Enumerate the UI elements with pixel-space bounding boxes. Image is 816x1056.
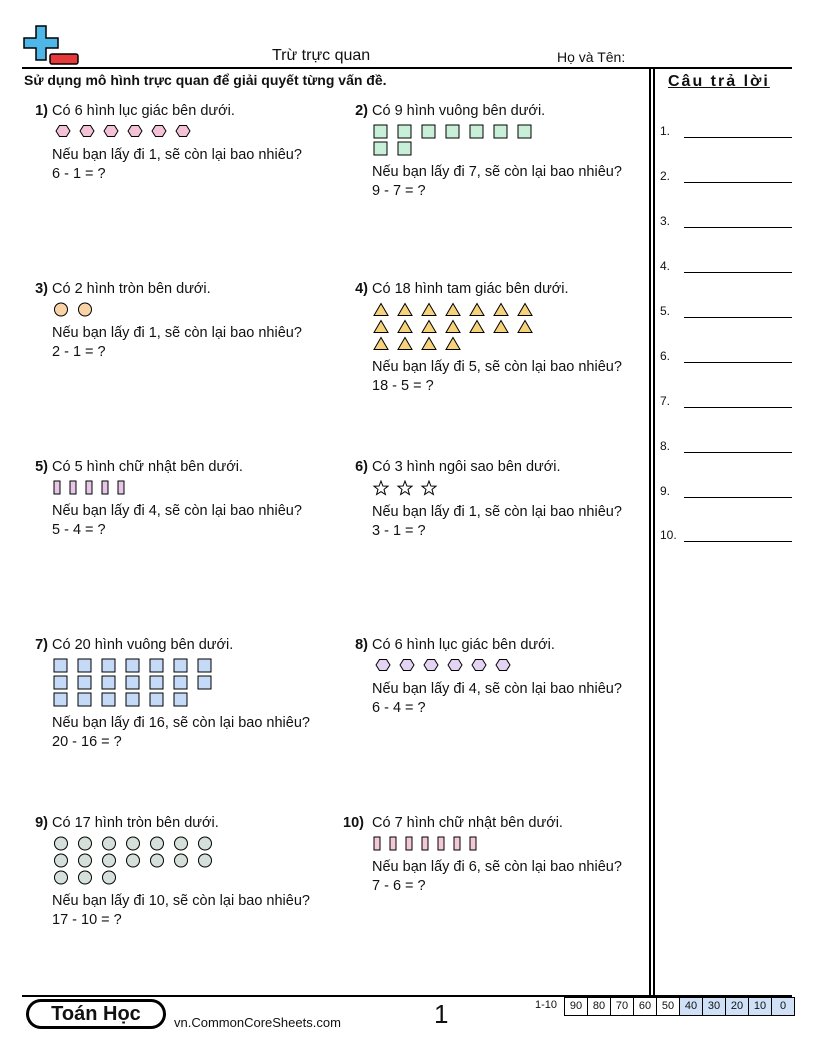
problem-equation: 7 - 6 = ?: [372, 878, 426, 894]
problem-question: Nếu bạn lấy đi 6, sẽ còn lại bao nhiêu?: [372, 859, 622, 875]
circle-shape: [124, 853, 145, 868]
square-shape: [100, 658, 121, 673]
problem-prompt: Có 7 hình chữ nhật bên dưới.: [372, 815, 563, 831]
circle-shape: [148, 853, 169, 868]
rectangle-shape: [372, 836, 385, 851]
problem-number: 7): [35, 637, 48, 653]
triangle-shape: [420, 302, 441, 317]
answer-number: 3.: [660, 214, 671, 228]
page-title: Trừ trực quan: [272, 47, 371, 64]
rectangle-shape: [404, 836, 417, 851]
triangle-shape: [492, 319, 513, 334]
score-cell: 50: [656, 997, 680, 1016]
answer-number: 10.: [660, 528, 677, 542]
plus-minus-icon: [22, 25, 80, 67]
rectangle-shape: [100, 480, 113, 495]
square-shape: [52, 675, 73, 690]
problem-number: 10): [343, 815, 364, 831]
rectangle-shape: [52, 480, 65, 495]
star-shape: [396, 480, 417, 496]
circle-shape: [76, 870, 97, 885]
name-label: Họ và Tên:: [557, 49, 626, 65]
circle-shape: [52, 853, 73, 868]
circle-shape: [76, 853, 97, 868]
square-shape: [76, 658, 97, 673]
triangle-shape: [420, 319, 441, 334]
problem-equation: 20 - 16 = ?: [52, 734, 122, 750]
rectangle-shape: [388, 836, 401, 851]
star-shape: [372, 480, 393, 496]
circle-shape: [196, 836, 217, 851]
hexagon-shape: [492, 658, 513, 673]
square-shape: [76, 692, 97, 707]
triangle-shape: [492, 302, 513, 317]
square-shape: [172, 675, 193, 690]
problem-prompt: Có 17 hình tròn bên dưới.: [52, 815, 219, 831]
square-shape: [148, 692, 169, 707]
score-cell: 70: [610, 997, 634, 1016]
answer-number: 6.: [660, 349, 671, 363]
triangle-shape: [444, 336, 465, 351]
shape-group: [372, 479, 557, 497]
triangle-shape: [468, 302, 489, 317]
problem-equation: 2 - 1 = ?: [52, 344, 106, 360]
problem-question: Nếu bạn lấy đi 1, sẽ còn lại bao nhiêu?: [52, 325, 302, 341]
square-shape: [124, 692, 145, 707]
answer-blank[interactable]: [684, 497, 792, 498]
square-shape: [52, 658, 73, 673]
score-cell: 80: [587, 997, 611, 1016]
rectangle-shape: [468, 836, 481, 851]
problem-question: Nếu bạn lấy đi 4, sẽ còn lại bao nhiêu?: [372, 681, 622, 697]
triangle-shape: [396, 336, 417, 351]
answer-blank[interactable]: [684, 452, 792, 453]
square-shape: [372, 124, 393, 139]
answer-blank[interactable]: [684, 182, 792, 183]
answer-blank[interactable]: [684, 137, 792, 138]
problem-question: Nếu bạn lấy đi 1, sẽ còn lại bao nhiêu?: [52, 147, 302, 163]
rectangle-shape: [116, 480, 129, 495]
triangle-shape: [396, 319, 417, 334]
answer-blank[interactable]: [684, 362, 792, 363]
triangle-shape: [468, 319, 489, 334]
hexagon-shape: [124, 124, 145, 139]
circle-shape: [100, 836, 121, 851]
square-shape: [492, 124, 513, 139]
rectangle-shape: [84, 480, 97, 495]
triangle-shape: [444, 319, 465, 334]
score-cell: 30: [702, 997, 726, 1016]
answer-number: 1.: [660, 124, 671, 138]
circle-shape: [52, 870, 73, 885]
problem-question: Nếu bạn lấy đi 10, sẽ còn lại bao nhiêu?: [52, 893, 310, 909]
problem-prompt: Có 6 hình lục giác bên dưới.: [372, 637, 555, 653]
square-shape: [172, 692, 193, 707]
triangle-shape: [396, 302, 417, 317]
problem-number: 4): [355, 281, 368, 297]
square-shape: [76, 675, 97, 690]
shape-group: [372, 301, 557, 352]
problem-equation: 5 - 4 = ?: [52, 522, 106, 538]
triangle-shape: [516, 319, 537, 334]
triangle-shape: [372, 302, 393, 317]
problem-prompt: Có 6 hình lục giác bên dưới.: [52, 103, 235, 119]
problem-equation: 6 - 1 = ?: [52, 166, 106, 182]
hexagon-shape: [396, 658, 417, 673]
circle-shape: [52, 836, 73, 851]
hexagon-shape: [444, 658, 465, 673]
shape-group: [372, 835, 502, 852]
answer-number: 5.: [660, 304, 671, 318]
answer-blank[interactable]: [684, 227, 792, 228]
answer-blank[interactable]: [684, 272, 792, 273]
answer-key-title: Câu trả lời: [668, 73, 770, 90]
problem-question: Nếu bạn lấy đi 7, sẽ còn lại bao nhiêu?: [372, 164, 622, 180]
square-shape: [468, 124, 489, 139]
star-shape: [420, 480, 441, 496]
score-cell: 90: [564, 997, 588, 1016]
square-shape: [196, 658, 217, 673]
problem-equation: 6 - 4 = ?: [372, 700, 426, 716]
shape-group: [52, 479, 182, 496]
problem-number: 9): [35, 815, 48, 831]
problem-equation: 9 - 7 = ?: [372, 183, 426, 199]
answer-column-divider: [653, 67, 655, 996]
square-shape: [100, 675, 121, 690]
square-shape: [396, 141, 417, 156]
answer-number: 8.: [660, 439, 671, 453]
square-shape: [196, 675, 217, 690]
hexagon-shape: [52, 124, 73, 139]
answer-number: 4.: [660, 259, 671, 273]
problem-prompt: Có 5 hình chữ nhật bên dưới.: [52, 459, 243, 475]
brand-logo: [26, 999, 166, 1029]
score-cell: 40: [679, 997, 703, 1016]
problem-prompt: Có 18 hình tam giác bên dưới.: [372, 281, 569, 297]
answer-blank[interactable]: [684, 407, 792, 408]
score-cell: 10: [748, 997, 772, 1016]
shape-group: [52, 301, 237, 318]
answer-blank[interactable]: [684, 317, 792, 318]
square-shape: [420, 124, 441, 139]
hexagon-shape: [148, 124, 169, 139]
problem-number: 2): [355, 103, 368, 119]
shape-group: [52, 835, 237, 886]
square-shape: [124, 658, 145, 673]
hexagon-shape: [468, 658, 489, 673]
rectangle-shape: [436, 836, 449, 851]
circle-shape: [76, 836, 97, 851]
shape-group: [372, 123, 557, 157]
square-shape: [124, 675, 145, 690]
triangle-shape: [372, 336, 393, 351]
brand-label: Toán Học: [29, 1002, 163, 1026]
square-shape: [148, 658, 169, 673]
problem-prompt: Có 9 hình vuông bên dưới.: [372, 103, 546, 119]
square-shape: [444, 124, 465, 139]
answer-number: 9.: [660, 484, 671, 498]
square-shape: [148, 675, 169, 690]
square-shape: [372, 141, 393, 156]
score-table: [565, 997, 795, 1016]
rectangle-shape: [452, 836, 465, 851]
answer-blank[interactable]: [684, 541, 792, 542]
triangle-shape: [516, 302, 537, 317]
hexagon-shape: [420, 658, 441, 673]
square-shape: [52, 692, 73, 707]
instructions: Sử dụng mô hình trực quan để giải quyết từng vấn đề.: [24, 72, 387, 88]
shape-group: [52, 123, 237, 140]
circle-shape: [172, 836, 193, 851]
circle-shape: [124, 836, 145, 851]
rectangle-shape: [420, 836, 433, 851]
problem-number: 1): [35, 103, 48, 119]
problem-question: Nếu bạn lấy đi 5, sẽ còn lại bao nhiêu?: [372, 359, 622, 375]
circle-shape: [148, 836, 169, 851]
problem-prompt: Có 20 hình vuông bên dưới.: [52, 637, 234, 653]
score-range-label: 1-10: [535, 999, 558, 1011]
triangle-shape: [420, 336, 441, 351]
problem-question: Nếu bạn lấy đi 16, sẽ còn lại bao nhiêu?: [52, 715, 310, 731]
problem-question: Nếu bạn lấy đi 4, sẽ còn lại bao nhiêu?: [52, 503, 302, 519]
problem-equation: 17 - 10 = ?: [52, 912, 122, 928]
circle-shape: [100, 870, 121, 885]
top-divider: [22, 67, 792, 69]
shape-group: [372, 657, 557, 674]
answer-column-divider: [649, 67, 651, 996]
triangle-shape: [444, 302, 465, 317]
site-url: vn.CommonCoreSheets.com: [174, 1015, 341, 1030]
triangle-shape: [372, 319, 393, 334]
problem-number: 5): [35, 459, 48, 475]
problem-number: 3): [35, 281, 48, 297]
score-cell: 20: [725, 997, 749, 1016]
circle-shape: [52, 302, 73, 317]
circle-shape: [172, 853, 193, 868]
circle-shape: [76, 302, 97, 317]
problem-equation: 18 - 5 = ?: [372, 378, 434, 394]
answer-number: 2.: [660, 169, 671, 183]
square-shape: [100, 692, 121, 707]
score-cell: 0: [771, 997, 795, 1016]
page-number: 1: [434, 999, 449, 1029]
answer-number: 7.: [660, 394, 671, 408]
hexagon-shape: [372, 658, 393, 673]
circle-shape: [196, 853, 217, 868]
shape-group: [52, 657, 237, 708]
hexagon-shape: [76, 124, 97, 139]
problem-prompt: Có 2 hình tròn bên dưới.: [52, 281, 211, 297]
rectangle-shape: [68, 480, 81, 495]
problem-number: 8): [355, 637, 368, 653]
problem-question: Nếu bạn lấy đi 1, sẽ còn lại bao nhiêu?: [372, 504, 622, 520]
problem-number: 6): [355, 459, 368, 475]
problem-prompt: Có 3 hình ngôi sao bên dưới.: [372, 459, 561, 475]
circle-shape: [100, 853, 121, 868]
problem-equation: 3 - 1 = ?: [372, 523, 426, 539]
square-shape: [516, 124, 537, 139]
square-shape: [172, 658, 193, 673]
square-shape: [396, 124, 417, 139]
hexagon-shape: [100, 124, 121, 139]
hexagon-shape: [172, 124, 193, 139]
score-cell: 60: [633, 997, 657, 1016]
